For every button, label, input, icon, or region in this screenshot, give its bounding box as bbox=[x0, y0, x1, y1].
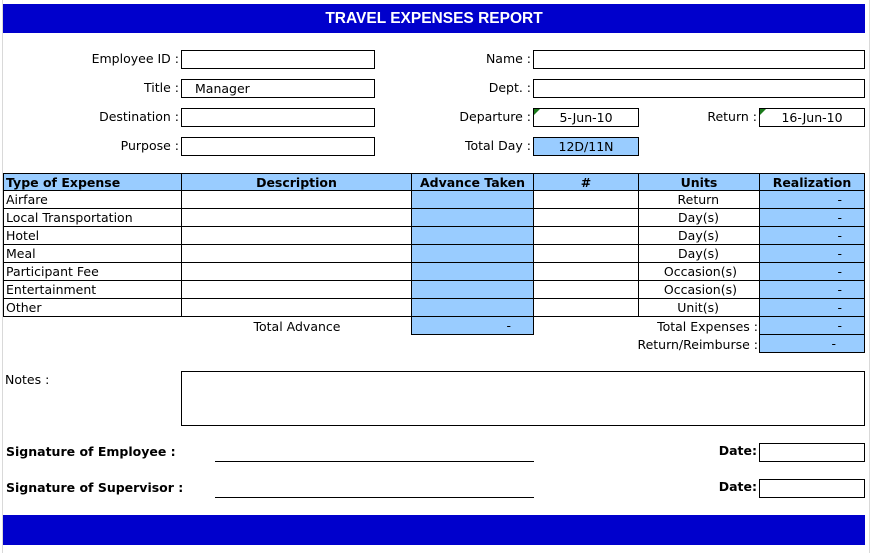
departure-field[interactable] bbox=[533, 108, 639, 127]
unit-cell: Day(s) bbox=[639, 245, 760, 263]
dept-label: Dept. : bbox=[488, 80, 531, 95]
return-reimburse-value: - bbox=[759, 335, 865, 353]
employee-id-label: Employee ID : bbox=[91, 51, 179, 66]
header-advance: Advance Taken bbox=[412, 173, 534, 191]
unit-cell: Day(s) bbox=[639, 227, 760, 245]
total-expenses-label: Total Expenses : bbox=[657, 319, 758, 334]
supervisor-signature-label: Signature of Supervisor : bbox=[6, 480, 184, 495]
advance-cell[interactable] bbox=[412, 245, 534, 263]
employee-signature-line[interactable] bbox=[215, 461, 534, 462]
expense-type-cell: Other bbox=[3, 299, 182, 317]
name-label: Name : bbox=[485, 51, 531, 66]
expense-type-cell: Airfare bbox=[3, 191, 182, 209]
sheet-gridline bbox=[869, 0, 870, 553]
total-expenses-value: - bbox=[759, 317, 865, 335]
realization-cell: - bbox=[760, 245, 865, 263]
total-day-label: Total Day : bbox=[464, 138, 531, 153]
return-field[interactable] bbox=[759, 108, 865, 127]
employee-date-field[interactable] bbox=[759, 443, 865, 462]
cell-comment-marker bbox=[760, 109, 766, 115]
return-label: Return : bbox=[707, 109, 757, 124]
header-description: Description bbox=[182, 173, 412, 191]
dept-field[interactable] bbox=[533, 79, 865, 98]
realization-cell: - bbox=[760, 191, 865, 209]
realization-cell: - bbox=[760, 281, 865, 299]
expense-type-cell: Hotel bbox=[3, 227, 182, 245]
advance-cell[interactable] bbox=[412, 227, 534, 245]
realization-cell: - bbox=[760, 209, 865, 227]
return-reimburse-label: Return/Reimburse : bbox=[637, 337, 758, 352]
title-label: Title : bbox=[144, 80, 179, 95]
employee-id-field[interactable] bbox=[181, 50, 375, 69]
unit-cell: Day(s) bbox=[639, 209, 760, 227]
unit-cell: Unit(s) bbox=[639, 299, 760, 317]
cell-comment-marker bbox=[534, 109, 540, 115]
header-type: Type of Expense bbox=[3, 173, 182, 191]
notes-field[interactable] bbox=[181, 371, 865, 426]
total-advance-label: Total Advance bbox=[253, 319, 341, 334]
quantity-cell[interactable] bbox=[534, 191, 639, 209]
advance-cell[interactable] bbox=[412, 209, 534, 227]
realization-cell: - bbox=[760, 263, 865, 281]
employee-date-label: Date: bbox=[718, 443, 757, 458]
unit-cell: Occasion(s) bbox=[639, 263, 760, 281]
quantity-cell[interactable] bbox=[534, 227, 639, 245]
expense-type-cell: Local Transportation bbox=[3, 209, 182, 227]
destination-field[interactable] bbox=[181, 108, 375, 127]
departure-label: Departure : bbox=[459, 109, 531, 124]
supervisor-date-label: Date: bbox=[718, 479, 757, 494]
realization-cell: - bbox=[760, 227, 865, 245]
purpose-field[interactable] bbox=[181, 137, 375, 156]
quantity-cell[interactable] bbox=[534, 263, 639, 281]
departure-value: 5-Jun-10 bbox=[559, 110, 613, 125]
quantity-cell[interactable] bbox=[534, 299, 639, 317]
report-title: TRAVEL EXPENSES REPORT bbox=[3, 4, 865, 33]
advance-cell[interactable] bbox=[412, 299, 534, 317]
quantity-cell[interactable] bbox=[534, 281, 639, 299]
description-cell[interactable] bbox=[182, 245, 412, 263]
title-field[interactable]: Manager bbox=[181, 79, 375, 98]
purpose-label: Purpose : bbox=[120, 138, 179, 153]
name-field[interactable] bbox=[533, 50, 865, 69]
expense-type-cell: Meal bbox=[3, 245, 182, 263]
description-cell[interactable] bbox=[182, 281, 412, 299]
supervisor-date-field[interactable] bbox=[759, 479, 865, 498]
notes-label: Notes : bbox=[5, 372, 50, 387]
header-realization: Realization bbox=[760, 173, 865, 191]
description-cell[interactable] bbox=[182, 263, 412, 281]
description-cell[interactable] bbox=[182, 191, 412, 209]
quantity-cell[interactable] bbox=[534, 209, 639, 227]
header-number: # bbox=[534, 173, 639, 191]
quantity-cell[interactable] bbox=[534, 245, 639, 263]
advance-cell[interactable] bbox=[412, 191, 534, 209]
employee-signature-label: Signature of Employee : bbox=[6, 444, 176, 459]
unit-cell: Return bbox=[639, 191, 760, 209]
unit-cell: Occasion(s) bbox=[639, 281, 760, 299]
footer-bar bbox=[3, 515, 865, 545]
realization-cell: - bbox=[760, 299, 865, 317]
advance-cell[interactable] bbox=[412, 263, 534, 281]
return-value: 16-Jun-10 bbox=[781, 110, 843, 125]
description-cell[interactable] bbox=[182, 227, 412, 245]
supervisor-signature-line[interactable] bbox=[215, 497, 534, 498]
destination-label: Destination : bbox=[99, 109, 179, 124]
expense-type-cell: Participant Fee bbox=[3, 263, 182, 281]
advance-cell[interactable] bbox=[412, 281, 534, 299]
description-cell[interactable] bbox=[182, 299, 412, 317]
total-day-field: 12D/11N bbox=[533, 137, 639, 156]
description-cell[interactable] bbox=[182, 209, 412, 227]
total-advance-value: - bbox=[411, 317, 534, 335]
header-units: Units bbox=[639, 173, 760, 191]
expense-type-cell: Entertainment bbox=[3, 281, 182, 299]
